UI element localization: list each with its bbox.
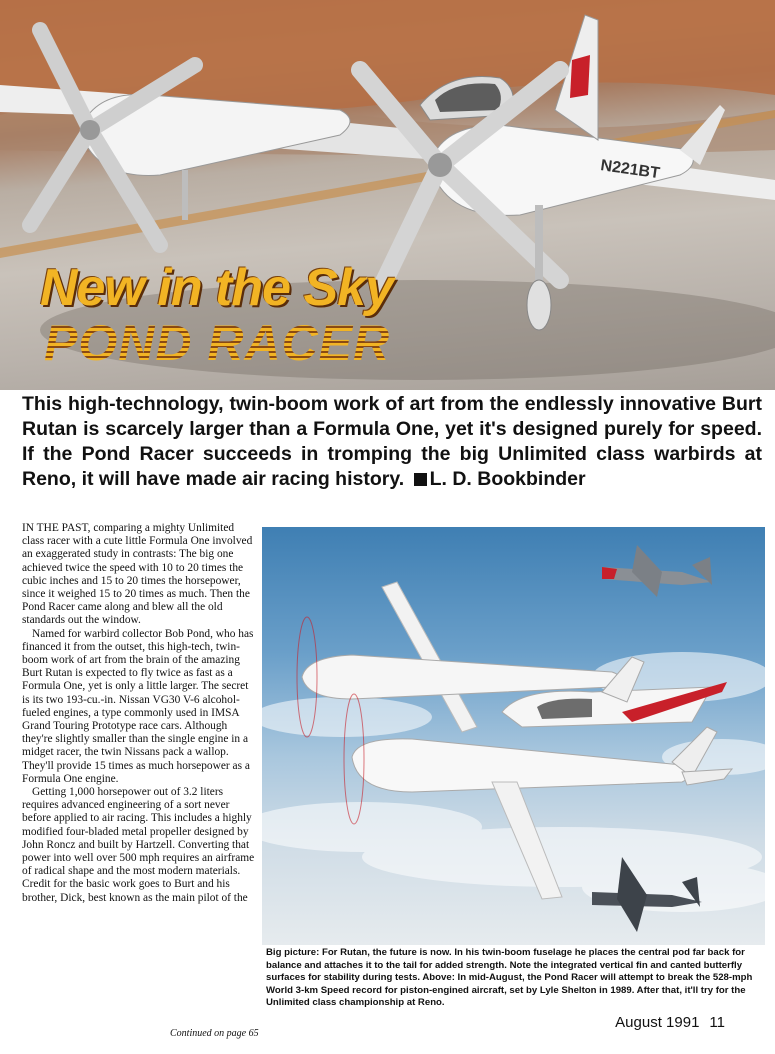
tail-number: N221BT <box>599 157 661 183</box>
article-deck <box>22 392 762 492</box>
deck-text: This high-technology, twin-boom work of art from the endlessly innovative Burt Rutan is scarcely larger than a Formula One, yet it's designed purely for speed. If the Pond Racer succeeds in tromping the big Unlimited class warbirds at Reno, it will have made air racing history. <box>22 393 762 490</box>
page-number: 11 <box>709 1014 725 1031</box>
sky-photo <box>262 527 765 945</box>
photo-caption: Big picture: For Rutan, the future is now. In his twin-boom fuselage he places the central pod far back for balance and attaches it to the tail for added strength. Note the integrated vertical fin and canted butterfly surfaces for stability during tests. Above: In mid-August, the Pond Racer will attempt to break the 528-mph World 3-km Speed record for piston-engined aircraft, set by Lyle Shelton in 1989. After that, it'll try for the Unlimited class championship at Reno. <box>266 947 753 1009</box>
byline-square-icon <box>414 473 427 486</box>
hero-photo <box>0 0 775 390</box>
body-paragraph <box>22 522 257 628</box>
continued-note: Continued on page 65 <box>170 1028 259 1039</box>
folio <box>615 1014 725 1031</box>
subheadline: POND RACER <box>44 318 504 368</box>
byline: L. D. Bookbinder <box>429 468 586 490</box>
headline: New in the Sky <box>40 259 393 317</box>
body-column <box>22 522 257 905</box>
issue-date: August 1991 <box>615 1014 700 1031</box>
body-paragraph: Getting 1,000 horsepower out of 3.2 liters requires advanced engineering of a sort never before applied to air racing. This includes a highly modified four-bladed metal propeller designed by John Roncz and built by Hartzell. Converting that power into well over 500 mph requires an airframe of radical shape and the most modern materials. Credit for the basic work goes to Burt and his brother, Dick, best known as the main pilot of the <box>22 786 255 904</box>
warbird-top <box>602 545 712 597</box>
lead-in: IN THE PAST, <box>22 522 91 534</box>
body-paragraph: Named for warbird collector Bob Pond, who has financed it from the outset, this high-tech, twin-boom work of art from the brain of the amazing Burt Rutan is expected to fly twice as fast as a Formula One, yet is only a little larger. The secret is its two 193-cu.-in. Nissan VG30 V-6 alcohol-fueled engines, a type commonly used in IMSA Grand Touring Prototype race cars. Although they're slightly smaller than the single engine in a midget racer, the twin Nissans pack a wallop. They'll provide 15 times as much horsepower as a Formula One engine. <box>22 627 254 785</box>
pond-racer-render <box>262 527 765 945</box>
paragraph-text: comparing a mighty Unlimited class racer with a cute little Formula One involved an exaggerated study in contrasts: The big one achieved twice the speed with 10 to 20 times the cubic inches and 15 to 20 times the horsepower, since it weighed 15 to 20 times as much. Then the Pond Racer came along and blew all the old standards out the window. <box>22 522 253 627</box>
